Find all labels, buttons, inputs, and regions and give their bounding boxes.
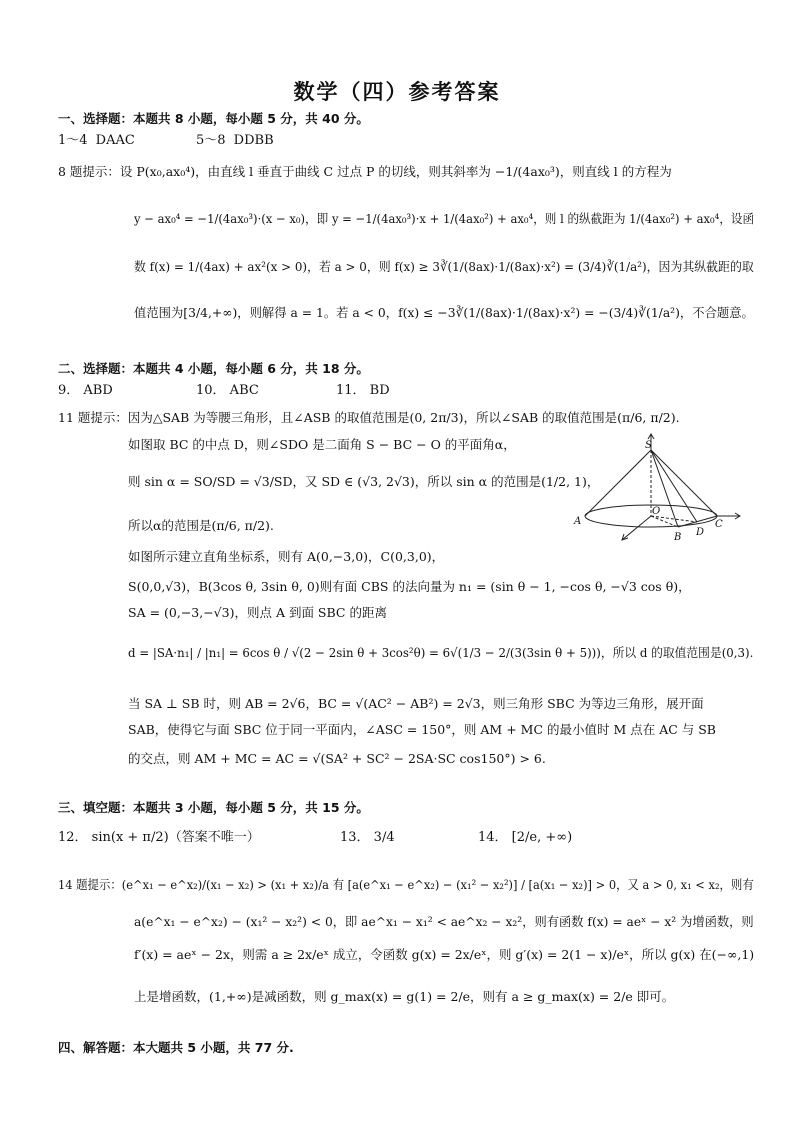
hint8-line2: y − ax₀⁴ = −1/(4ax₀³)·(x − x₀)，即 y = −1/(4ax₀³)·x + 1/(4ax₀²) + ax₀⁴，则 l 的纵截距为 1/(4ax₀²) + ax₀⁴，设函 (134, 211, 755, 226)
section4-heading: 四、解答题：本大题共 5 小题，共 77 分. (58, 1040, 294, 1055)
hint11-line6: S(0,0,√3)，B(3cos θ, 3sin θ, 0)则有面 CBS 的法向量为 n₁ = (sin θ − 1, −cos θ, −√3 cos θ)， (128, 579, 691, 594)
hint8-line4: 值范围为[3/4,+∞)，则解得 a = 1。若 a < 0，f(x) ≤ −3∛(1/(8ax)·1/(8ax)·x²) = −(3/4)∛(1/a²)，不合题意。 (134, 305, 754, 320)
hint11-line5: 如图所示建立直角坐标系，则有 A(0,−3,0)，C(0,3,0)， (128, 549, 445, 564)
hint14-line2: a(e^x₁ − e^x₂) − (x₁² − x₂²) < 0，即 ae^x₁ − x₁² < ae^x₂ − x₂²，则有函数 f(x) = aeˣ − x² 为增函数，则 (134, 914, 754, 929)
hint8-line1: 8 题提示：设 P(x₀,ax₀⁴)，由直线 l 垂直于曲线 C 过点 P 的切线，则其斜率为 −1/(4ax₀³)，则直线 l 的方程为 (58, 164, 672, 179)
answers-1-4: 1～4 DAAC (58, 133, 135, 148)
label-S: S (645, 440, 652, 451)
hint11-line2: 如图取 BC 的中点 D，则∠SDO 是二面角 S − BC − O 的平面角α， (128, 437, 516, 452)
x-axis (622, 516, 651, 540)
answer-11: 11． BD (336, 383, 390, 398)
hint14-line4: 上是增函数，(1,+∞)是减函数，则 g_max(x) = g(1) = 2/e，则有 a ≥ g_max(x) = 2/e 即可。 (134, 989, 675, 1004)
edge-OB (651, 516, 678, 527)
label-D: D (696, 527, 705, 538)
hint14-line3: f′(x) = aeˣ − 2x，则需 a ≥ 2x/eˣ 成立，令函数 g(x) = 2x/eˣ，则 g′(x) = 2(1 − x)/eˣ，所以 g(x) 在(−∞,1) (134, 947, 755, 962)
hint11-line9: 当 SA ⊥ SB 时，则 AB = 2√6，BC = √(AC² − AB²) = 2√3，则三角形 SBC 为等边三角形，展开面 (128, 696, 704, 711)
label-C: C (715, 519, 723, 530)
hint11-line3: 则 sin α = SO/SD = √3/SD，又 SD ∈ (√3, 2√3)，所以 sin α 的范围是(1/2, 1)， (128, 474, 600, 489)
hint14-line1: 14 题提示：(e^x₁ − e^x₂)/(x₁ − x₂) > (x₁ + x₂)/a 有 [a(e^x₁ − e^x₂) − (x₁² − x₂²)] / [a(x₁ − x₂)] > 0，又 a > 0, x₁ < x₂，则有 (58, 877, 754, 892)
answer-9: 9． ABD (58, 383, 113, 398)
answer-14: 14． [2/e, +∞) (478, 830, 573, 845)
label-B: B (674, 532, 682, 543)
answer-10: 10． ABC (196, 383, 259, 398)
answer-13: 13． 3/4 (340, 830, 395, 845)
answer-12: 12． sin(x + π/2)（答案不唯一） (58, 830, 260, 845)
hint11-line1: 11 题提示：因为△SAB 为等腰三角形，且∠ASB 的取值范围是(0, 2π/3)，所以∠SAB 的取值范围是(π/6, π/2). (58, 410, 680, 425)
section3-heading: 三、填空题：本题共 3 小题，每小题 5 分，共 15 分。 (58, 800, 369, 815)
edge-BC (678, 516, 717, 527)
page-title: 数学（四）参考答案 (293, 80, 501, 104)
hint8-line3: 数 f(x) = 1/(4ax) + ax²(x > 0)，若 a > 0，则 f(x) ≥ 3∛(1/(8ax)·1/(8ax)·x²) = (3/4)∛(1/a²)，因为其纵截距的取 (134, 259, 754, 274)
hint11-line4: 所以α的范围是(π/6, π/2). (128, 518, 274, 533)
answers-5-8: 5～8 DDBB (196, 133, 274, 148)
cone-figure (572, 432, 748, 544)
label-O: O (652, 506, 661, 517)
section2-heading: 二、选择题：本题共 4 小题，每小题 6 分，共 18 分。 (58, 361, 369, 376)
hint11-line8: d = |SA·n₁| / |n₁| = 6cos θ / √(2 − 2sin θ + 3cos²θ) = 6√(1/3 − 2/(3(3sin θ + 5)))，所以 d 的取值范围是(0,3). (128, 645, 754, 660)
hint11-line11: 的交点，则 AM + MC = AC = √(SA² + SC² − 2SA·SC cos150°) > 6. (128, 751, 546, 766)
label-A: A (574, 516, 582, 527)
hint11-line10: SAB，使得它与面 SBC 位于同一平面内，∠ASC = 150°，则 AM + MC 的最小值时 M 点在 AC 与 SB (128, 722, 716, 737)
hint11-line7: SA = (0,−3,−√3)，则点 A 到面 SBC 的距离 (128, 605, 387, 620)
section1-heading: 一、选择题：本题共 8 小题，每小题 5 分，共 40 分。 (58, 111, 369, 126)
